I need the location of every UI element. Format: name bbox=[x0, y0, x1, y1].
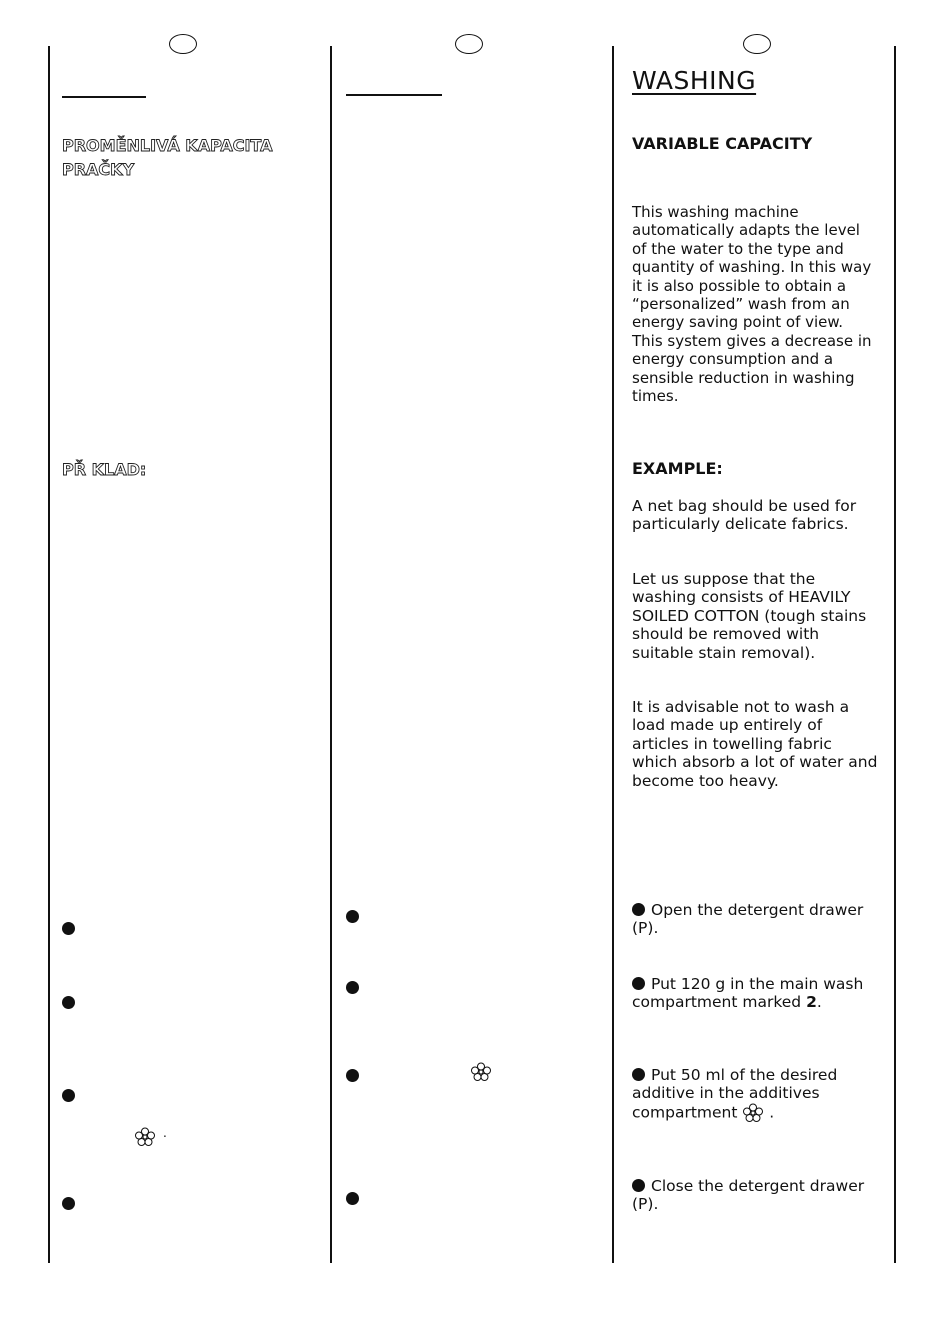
fabric-softener-flower-icon bbox=[134, 1127, 156, 1147]
example-paragraph-3: It is advisable not to wash a load made up entirely of articles in towelling fabric which absorb a lot of water and become too heavy. bbox=[632, 698, 878, 790]
example-heading: EXAMPLE: bbox=[632, 459, 723, 478]
step-open-drawer: Open the detergent drawer (P). bbox=[632, 901, 864, 938]
bullet-dot-icon bbox=[346, 910, 359, 923]
title-underline bbox=[346, 94, 442, 96]
step-close-drawer: Close the detergent drawer (P). bbox=[632, 1177, 865, 1214]
section-heading: PROMĚNLIVÁ KAPACITA PRAČKY bbox=[62, 136, 273, 179]
bullet-dot-icon bbox=[62, 1197, 75, 1210]
bullet-dot-icon bbox=[632, 1068, 645, 1081]
section-heading: VARIABLE CAPACITY bbox=[632, 134, 813, 153]
column-rule-middle-left bbox=[330, 46, 332, 1263]
language-circle-icon bbox=[455, 34, 483, 54]
bullet-dot-icon bbox=[346, 981, 359, 994]
language-circle-icon bbox=[169, 34, 197, 54]
example-paragraph-2: Let us suppose that the washing consists of HEAVILY SOILED COTTON (tough stains should be removed with suitable stain removal). bbox=[632, 570, 867, 662]
title-underline bbox=[62, 96, 146, 98]
column-rule-left bbox=[48, 46, 50, 1263]
step-main-wash: Put 120 g in the main wash compartment marked 2. bbox=[632, 975, 864, 1012]
additive-period: . bbox=[163, 1126, 167, 1140]
language-circle-icon bbox=[743, 34, 771, 54]
bullet-dot-icon bbox=[632, 1179, 645, 1192]
bullet-dot-icon bbox=[346, 1192, 359, 1205]
bullet-dot-icon bbox=[62, 996, 75, 1009]
column-rule-middle-right bbox=[612, 46, 614, 1263]
example-paragraph-1: A net bag should be used for particularly delicate fabrics. bbox=[632, 497, 857, 534]
bullet-dot-icon bbox=[632, 977, 645, 990]
fabric-softener-flower-icon bbox=[470, 1062, 492, 1082]
bullet-dot-icon bbox=[632, 903, 645, 916]
bullet-dot-icon bbox=[346, 1069, 359, 1082]
bullet-dot-icon bbox=[62, 1089, 75, 1102]
column-rule-right bbox=[894, 46, 896, 1263]
fabric-softener-flower-icon bbox=[742, 1103, 764, 1123]
intro-paragraph: This washing machine automatically adapts the level of the water to the type and quantity of washing. In this way it is also possible to obtain a “personalized” wash from an energy saving point of view. This system gives a decrease in energy consumption and a sensible reduction in washing times. bbox=[632, 203, 872, 406]
bullet-dot-icon bbox=[62, 922, 75, 935]
page-title: WASHING bbox=[632, 66, 757, 95]
step-additive: Put 50 ml of the desired additive in the additives compartment . bbox=[632, 1066, 838, 1122]
example-heading: PŘ KLAD: bbox=[62, 460, 147, 479]
